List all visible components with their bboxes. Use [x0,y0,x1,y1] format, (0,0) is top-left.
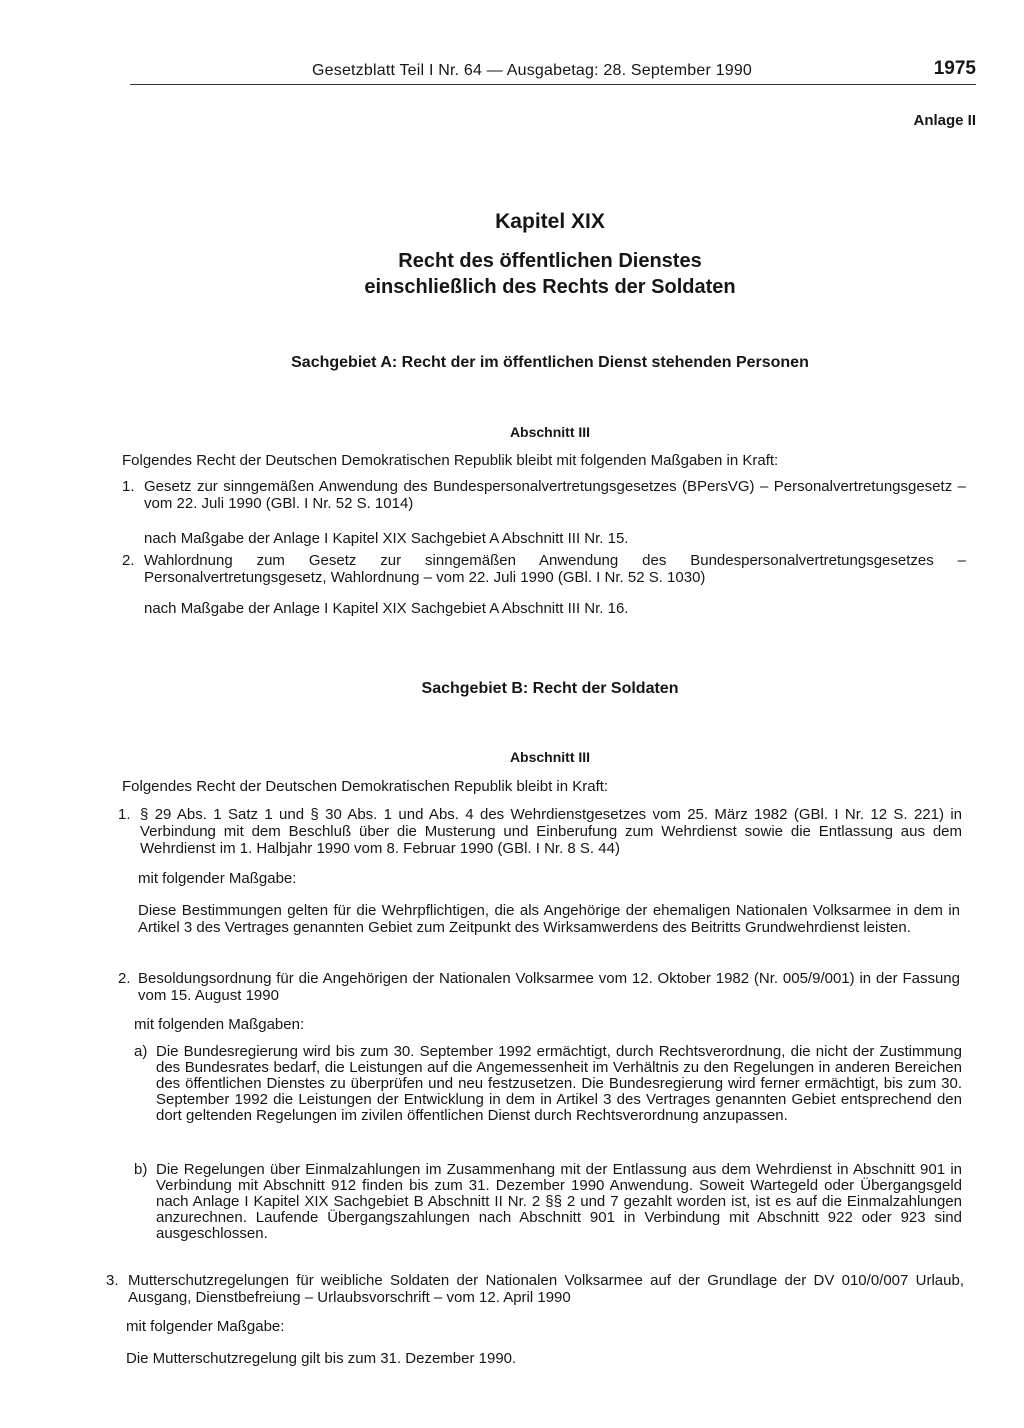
section-b-item1-proviso-intro: mit folgender Maßgabe: [138,870,297,887]
section-b-item1-proviso: Diese Bestimmungen gelten für die Wehrpflichtigen, die als Angehörige der ehemaligen Nationalen Volksarmee in dem in Artikel 3 des Vertrages genannten Gebiet zum Zeitpunkt des Wirksamwerdens des Beitritts Grundwehrdienst leisten. [138,902,960,936]
section-b-item2-b-label: b) [134,1161,148,1178]
section-a-intro: Folgendes Recht der Deutschen Demokratischen Republik bleibt mit folgenden Maßgaben in Kraft: [122,452,779,469]
section-b-item1-text: § 29 Abs. 1 Satz 1 und § 30 Abs. 1 und Abs. 4 des Wehrdienstgesetzes vom 25. März 1982 (GBl. I Nr. 12 S. 221) in Verbindung mit dem Beschluß über die Musterung und Einberufung zum Wehrdienst sowie die Entlassung aus dem Wehrdienst im 1. Halbjahr 1990 vom 8. Februar 1990 (GBl. I Nr. 8 S. 44) [140,806,962,857]
section-b-item3-proviso: Die Mutterschutzregelung gilt bis zum 31. Dezember 1990. [126,1350,517,1367]
section-b-item2-proviso-intro: mit folgenden Maßgaben: [134,1016,305,1033]
section-b-item2-a-label: a) [134,1043,148,1060]
section-b-item2-a-text: Die Bundesregierung wird bis zum 30. September 1992 ermächtigt, durch Rechtsverordnung, die nicht der Zustimmung des Bundesrates bedarf, die Leistungen auf die Angemessenheit im Verhältnis zu den Regelungen in anderen Bereichen des öffentlichen Dienstes zu überprüfen und neu festzusetzen. Die Bundesregierung wird ferner ermächtigt, bis zum 30. September 1992 die Leistungen der Entwicklung in dem in Artikel 3 des Vertrages genannten Gebiet entsprechend den dort geltenden Regelungen im zivilen öffentlichen Dienst durch Rechtsverordnung anzupassen. [156,1043,962,1124]
page-number: 1975 [933,58,976,79]
chapter-title-line1: Recht des öffentlichen Dienstes [398,250,702,272]
running-title: Gesetzblatt Teil I Nr. 64 — Ausgabetag: 28. September 1990 [312,62,753,79]
section-a-item1-text: Gesetz zur sinngemäßen Anwendung des Bundespersonalvertretungsgesetzes (BPersVG) – Personalvertretungsgesetz – vom 22. Juli 1990 (GBl. I Nr. 52 S. 1014) [144,478,966,512]
section-a-item1-number: 1. [122,478,135,495]
section-b-item2-b-text: Die Regelungen über Einmalzahlungen im Zusammenhang mit der Entlassung aus dem Wehrdienst in Abschnitt 901 in Verbindung mit Abschnitt 912 finden bis zum 31. Dezember 1990 Anwendung. Soweit Wartegeld oder Übergangsgeld nach Anlage I Kapitel XIX Sachgebiet B Abschnitt II Nr. 2 §§ 2 und 7 gezahlt worden ist, ist es auf die Einmalzahlungen anzurechnen. Laufende Übergangszahlungen nach Abschnitt 901 in Verbindung mit Abschnitt 922 oder 923 sind ausgeschlossen. [156,1161,962,1242]
running-header [130,60,976,85]
annex-label: Anlage II [913,112,976,129]
section-a-heading: Sachgebiet A: Recht der im öffentlichen Dienst stehenden Personen [291,354,809,371]
section-a-item2-number: 2. [122,552,135,569]
section-b-item2-number: 2. [118,970,131,987]
section-b-item3-proviso-intro: mit folgender Maßgabe: [126,1318,285,1335]
section-b-item1-number: 1. [118,806,131,823]
section-a-item1-proviso: nach Maßgabe der Anlage I Kapitel XIX Sachgebiet A Abschnitt III Nr. 15. [144,530,629,547]
section-b-subheading: Abschnitt III [509,749,591,765]
section-b-item2-text: Besoldungsordnung für die Angehörigen der Nationalen Volksarmee vom 12. Oktober 1982 (Nr. 005/9/001) in der Fassung vom 15. August 1990 [138,970,960,1004]
section-a-item2-proviso: nach Maßgabe der Anlage I Kapitel XIX Sachgebiet A Abschnitt III Nr. 16. [144,600,629,617]
section-a-item2-text: Wahlordnung zum Gesetz zur sinngemäßen Anwendung des Bundespersonalvertretungsgesetzes – Personalvertretungsgesetz, Wahlordnung – vom 22. Juli 1990 (GBl. I Nr. 52 S. 1030) [144,552,966,586]
section-b-item3-text: Mutterschutzregelungen für weibliche Soldaten der Nationalen Volksarmee auf der Grundlage der DV 010/0/007 Urlaub, Ausgang, Dienstbefreiung – Urlaubsvorschrift – vom 12. April 1990 [128,1272,964,1306]
chapter-title-line2: einschließlich des Rechts der Soldaten [364,276,736,298]
section-a-subheading: Abschnitt III [509,424,591,440]
chapter-number: Kapitel XIX [495,210,605,233]
section-b-heading: Sachgebiet B: Recht der Soldaten [421,680,679,697]
section-b-item3-number: 3. [106,1272,119,1289]
section-b-intro: Folgendes Recht der Deutschen Demokratischen Republik bleibt in Kraft: [122,778,609,795]
